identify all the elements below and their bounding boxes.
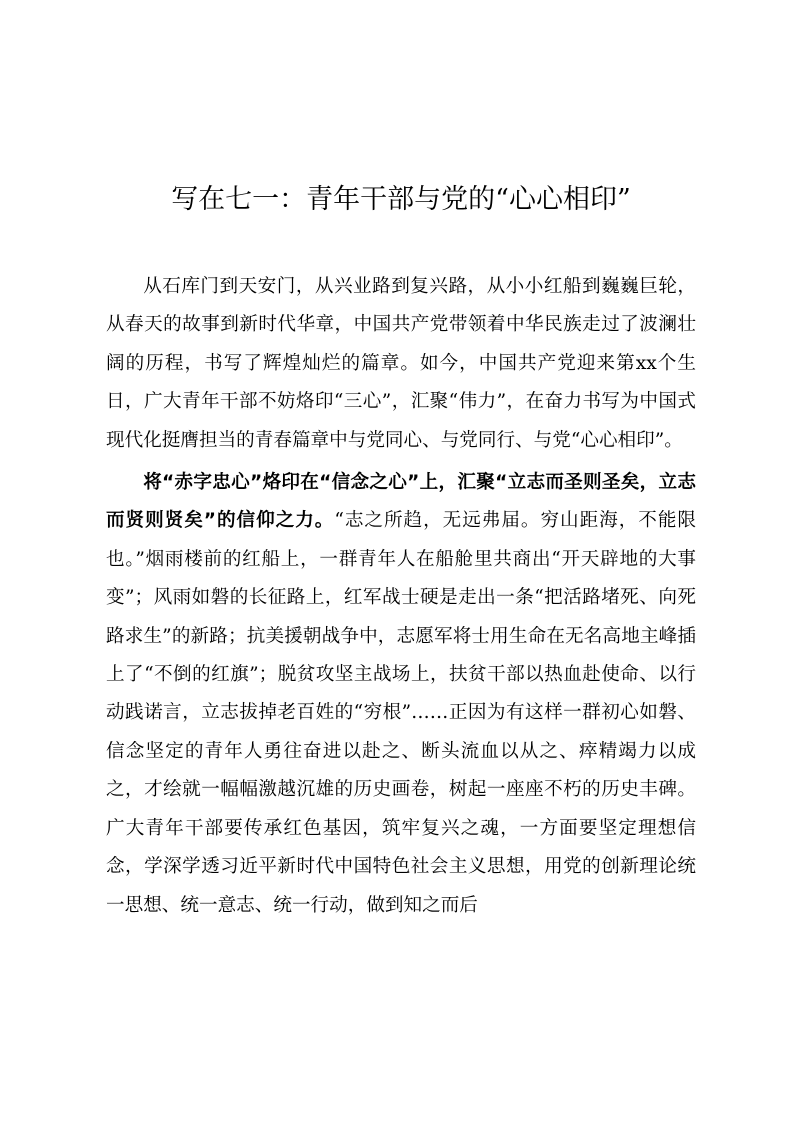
document-title: 写在七一：青年干部与党的“心心相印” [171, 184, 631, 215]
paragraph-section-one-text: “志之所趋，无远弗届。穷山距海，不能限也。”烟雨楼前的红船上，一群青年人在船舱里共商出“开天辟地的大事变”；风雨如磐的长征路上，红军战士硬是走出一条“把活路堵死、向死路求生”的新路；抗美援朝战争中，志愿军将士用生命在无名高地主峰插上了“不倒的红旗”；脱贫攻坚主战场上，扶贫干部以热血赴使命、以行动践诺言，立志拔掉老百姓的“穷根”……正因为有这样一群初心如磐、信念坚定的青年人勇往奋进以赴之、断头流血以从之、瘁精竭力以成之，才绘就一幅幅激越沉雄的历史画卷，树起一座座不朽的历史丰碑。广大青年干部要传承红色基因，筑牢复兴之魂，一方面要坚定理想信念，学深学透习近平新时代中国特色社会主义思想，用党的创新理论统一思想、统一意志、统一行动，做到知之而后 [106, 510, 696, 916]
paragraph-section-one-heading: 将“赤字忠心”烙印在“信念之心”上，汇聚“立志而圣则圣矣，立志而贤则贤矣”的信仰之力。 [106, 472, 696, 532]
paragraph-intro-text: 从石库门到天安门，从兴业路到复兴路，从小小红船到巍巍巨轮，从春天的故事到新时代华章，中国共产党带领着中华民族走过了波澜壮阔的历程，书写了辉煌灿烂的篇章。如今，中国共产党迎来第xx个生日，广大青年干部不妨烙印“三心”，汇聚“伟力”，在奋力书写为中国式现代化挺膺担当的青春篇章中与党同心、与党同行、与党“心心相印”。 [106, 276, 696, 451]
paragraph-section-one [106, 464, 696, 925]
paragraph-intro [106, 268, 696, 460]
document-body [106, 268, 696, 925]
